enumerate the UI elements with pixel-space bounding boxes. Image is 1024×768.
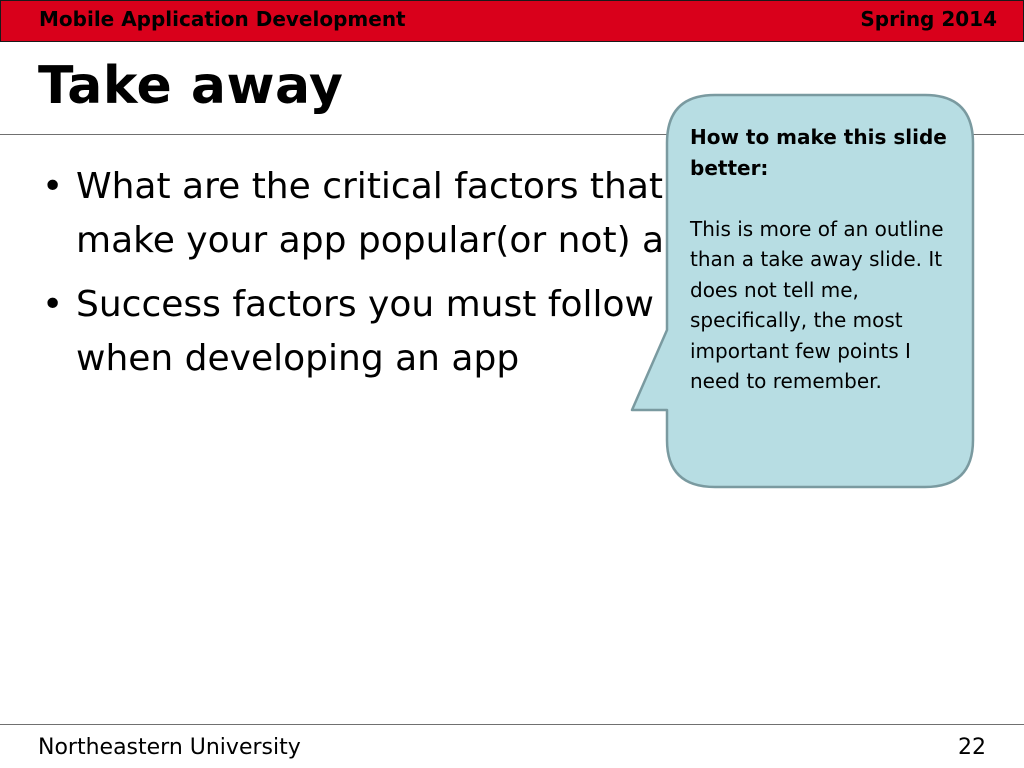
callout-heading: How to make this slide better:	[690, 125, 947, 180]
slide-title: Take away	[38, 56, 344, 116]
callout-body: This is more of an outline than a take away slide. It does not tell me, specifically, the most important few points I need to remember.	[690, 216, 944, 393]
course-title: Mobile Application Development	[39, 7, 406, 31]
page-number: 22	[958, 735, 986, 760]
footer-divider	[0, 724, 1024, 725]
bullet-text: Success factors you must follow when developing an app	[76, 284, 654, 379]
footer-organization: Northeastern University	[38, 735, 301, 760]
bullet-text: What are the critical factors that make your app popular(or not) a	[76, 166, 665, 261]
bullet-marker: •	[42, 284, 64, 325]
callout-text	[690, 122, 952, 397]
bullet-marker: •	[42, 166, 64, 207]
term-label: Spring 2014	[860, 7, 997, 31]
